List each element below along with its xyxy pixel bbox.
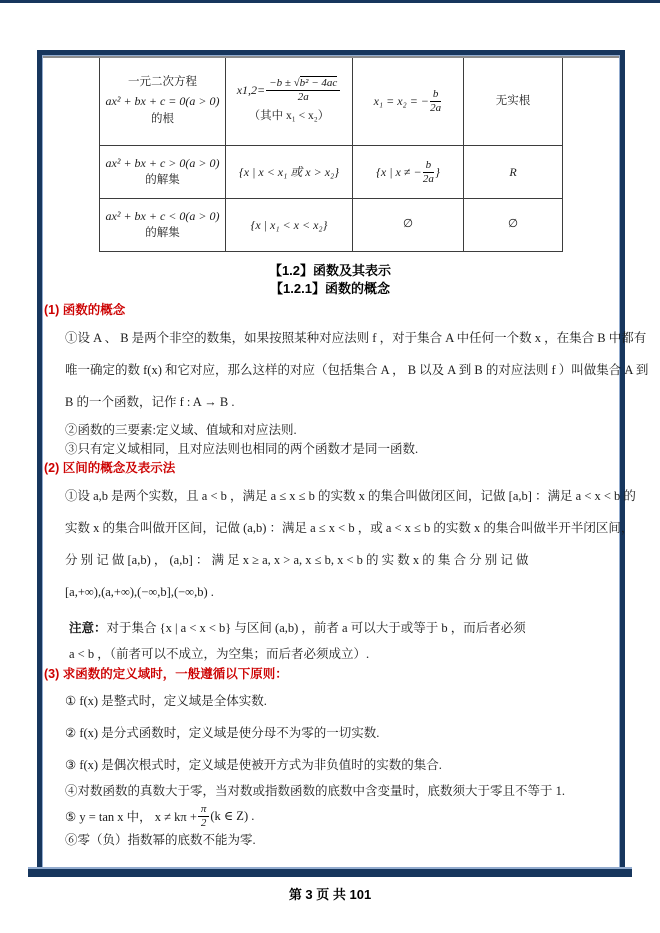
root-formula	[237, 77, 342, 103]
paragraph-line: B 的一个函数，记作 f : A → B .	[65, 395, 235, 409]
table-cell-empty-set: ∅	[464, 199, 563, 252]
paragraph-line: 唯一确定的数 f(x) 和它对应，那么这样的对应（包括集合 A ， B 以及 A 到 B 的对应法则 f ）叫做集合 A 到	[65, 363, 649, 377]
section-heading: 【1.2】函数及其表示	[268, 263, 392, 278]
table-cell-equation-roots-header	[99, 58, 226, 146]
formula-prefix: {x | x ≠ −	[376, 164, 422, 179]
cell-text: 的解集	[145, 174, 180, 187]
rule-line: ④对数函数的真数大于零，当对数或指数函数的底数中含变量时，底数须大于零且不等于 1.	[65, 784, 566, 798]
rule-line-tangent	[42, 801, 618, 831]
table-cell-solution-set-two-roots: {x | x < x₁ 或 x > x₂}	[226, 146, 353, 199]
equals-sign: =	[257, 83, 266, 98]
double-root-formula	[374, 88, 443, 114]
paragraph-line: 实数 x 的集合叫做开区间，记做 (a,b) ：满足 a ≤ x < b ，或 a < x ≤ b 的实数 x 的集合叫做半开半闭区间，	[65, 521, 634, 535]
rule-line: ① f(x) 是整式时，定义域是全体实数.	[65, 694, 267, 708]
note-label: 注意：	[69, 621, 107, 635]
cell-formula: ax² + bx + c < 0(a > 0)	[105, 208, 220, 223]
excluded-value-formula	[376, 159, 440, 185]
cell-text: 一元二次方程	[128, 76, 197, 89]
root-order-note: （其中 x₁ < x₂）	[248, 109, 330, 122]
table-cell-gt-zero-header	[99, 146, 226, 199]
paragraph-line: 分 别 记 做 [a,b) ， (a,b] ： 满 足 x ≥ a, x > a, x ≤ b, x < b 的 实 数 x 的 集 合 分 别 记 做	[65, 553, 529, 567]
fraction-numerator	[266, 77, 340, 91]
formula-lhs-subscript: 1,2	[242, 83, 258, 98]
cell-text: 的解集	[145, 227, 180, 240]
fraction-denominator: 2a	[430, 102, 442, 114]
formula-prefix: x₁ = x₂ = −	[373, 94, 429, 109]
previous-page-border-strip	[0, 0, 660, 3]
page-border-frame	[37, 50, 649, 875]
b-over-2a-fraction	[430, 88, 442, 114]
cell-formula: ax² + bx + c = 0(a > 0)	[105, 94, 220, 109]
fraction-numerator: b	[430, 88, 442, 102]
document-body	[42, 258, 649, 848]
sqrt-symbol: √	[293, 77, 300, 90]
paragraph-line: ③只有定义域相同，且对应法则也相同的两个函数才是同一函数.	[65, 442, 419, 456]
page-footer: 第 3 页 共 101	[288, 887, 372, 902]
table-cell-between-roots: {x | x₁ < x < x₂}	[226, 199, 353, 252]
cell-formula: ax² + bx + c > 0(a > 0)	[105, 155, 220, 170]
fraction-denominator: 2	[200, 816, 207, 829]
table-cell-lt-zero-header	[99, 199, 226, 252]
quadratic-equation-table	[99, 58, 563, 252]
topic-1-title: (1) 函数的概念	[44, 303, 126, 317]
note-line: a < b ，（前者可以不成立，为空集；而后者必须成立）.	[69, 647, 370, 661]
topic-2-title: (2) 区间的概念及表示法	[44, 461, 176, 475]
pi-over-2-fraction	[198, 803, 210, 829]
table-cell-root-formula	[226, 58, 353, 146]
table-cell-empty-set: ∅	[353, 199, 464, 252]
root-fraction	[266, 77, 340, 103]
rule-line: ② f(x) 是分式函数时，定义域是使分母不为零的一切实数.	[65, 726, 380, 740]
table-cell-reals: R	[464, 146, 563, 199]
paragraph-line: ①设 a,b 是两个实数，且 a < b ，满足 a ≤ x ≤ b 的实数 x 的集合叫做闭区间，记做 [a,b] ：满足 a < x < b 的	[65, 489, 636, 503]
formula-suffix: }	[435, 164, 440, 179]
radicand: b² − 4ac	[299, 77, 338, 90]
fraction-denominator: 2a	[297, 91, 309, 104]
subsection-heading: 【1.2.1】函数的概念	[270, 281, 390, 296]
page-border-bottom-band	[28, 867, 632, 877]
numerator-prefix: −b ±	[269, 77, 294, 90]
fraction-numerator: b	[423, 159, 435, 173]
formula-suffix: (k ∈ Z) .	[210, 809, 255, 823]
rule-line: ③ f(x) 是偶次根式时，定义域是使被开方式为非负值时的实数的集合.	[65, 758, 442, 772]
paragraph-line: ①设 A 、 B 是两个非空的数集，如果按照某种对应法则 f ，对于集合 A 中任何一个数 x ，在集合 B 中都有	[65, 331, 647, 345]
topic-3-title: (3) 求函数的定义域时，一般遵循以下原则：	[44, 667, 288, 681]
paragraph-line: [a,+∞),(a,+∞),(−∞,b],(−∞,b) .	[65, 585, 214, 599]
note-line	[42, 621, 618, 636]
note-text: 对于集合 {x | a < x < b} 与区间 (a,b) ，前者 a 可以大于或等于 b ，而后者必须	[106, 621, 526, 635]
table-cell-double-root	[353, 58, 464, 146]
cell-text: 的根	[151, 112, 174, 125]
fraction-denominator: 2a	[422, 172, 434, 185]
rule-line: ⑥零（负）指数幂的底数不能为零.	[65, 833, 256, 847]
formula-lhs: x	[236, 83, 243, 98]
formula-prefix: ⑤ y = tan x 中， x ≠ kπ +	[65, 810, 197, 824]
paragraph-line: ②函数的三要素:定义域、值域和对应法则.	[65, 423, 297, 437]
table-cell-solution-set-excluded	[353, 146, 464, 199]
fraction-numerator: π	[198, 803, 210, 817]
table-cell-no-real-roots: 无实根	[464, 58, 563, 146]
b-over-2a-fraction	[423, 159, 435, 185]
